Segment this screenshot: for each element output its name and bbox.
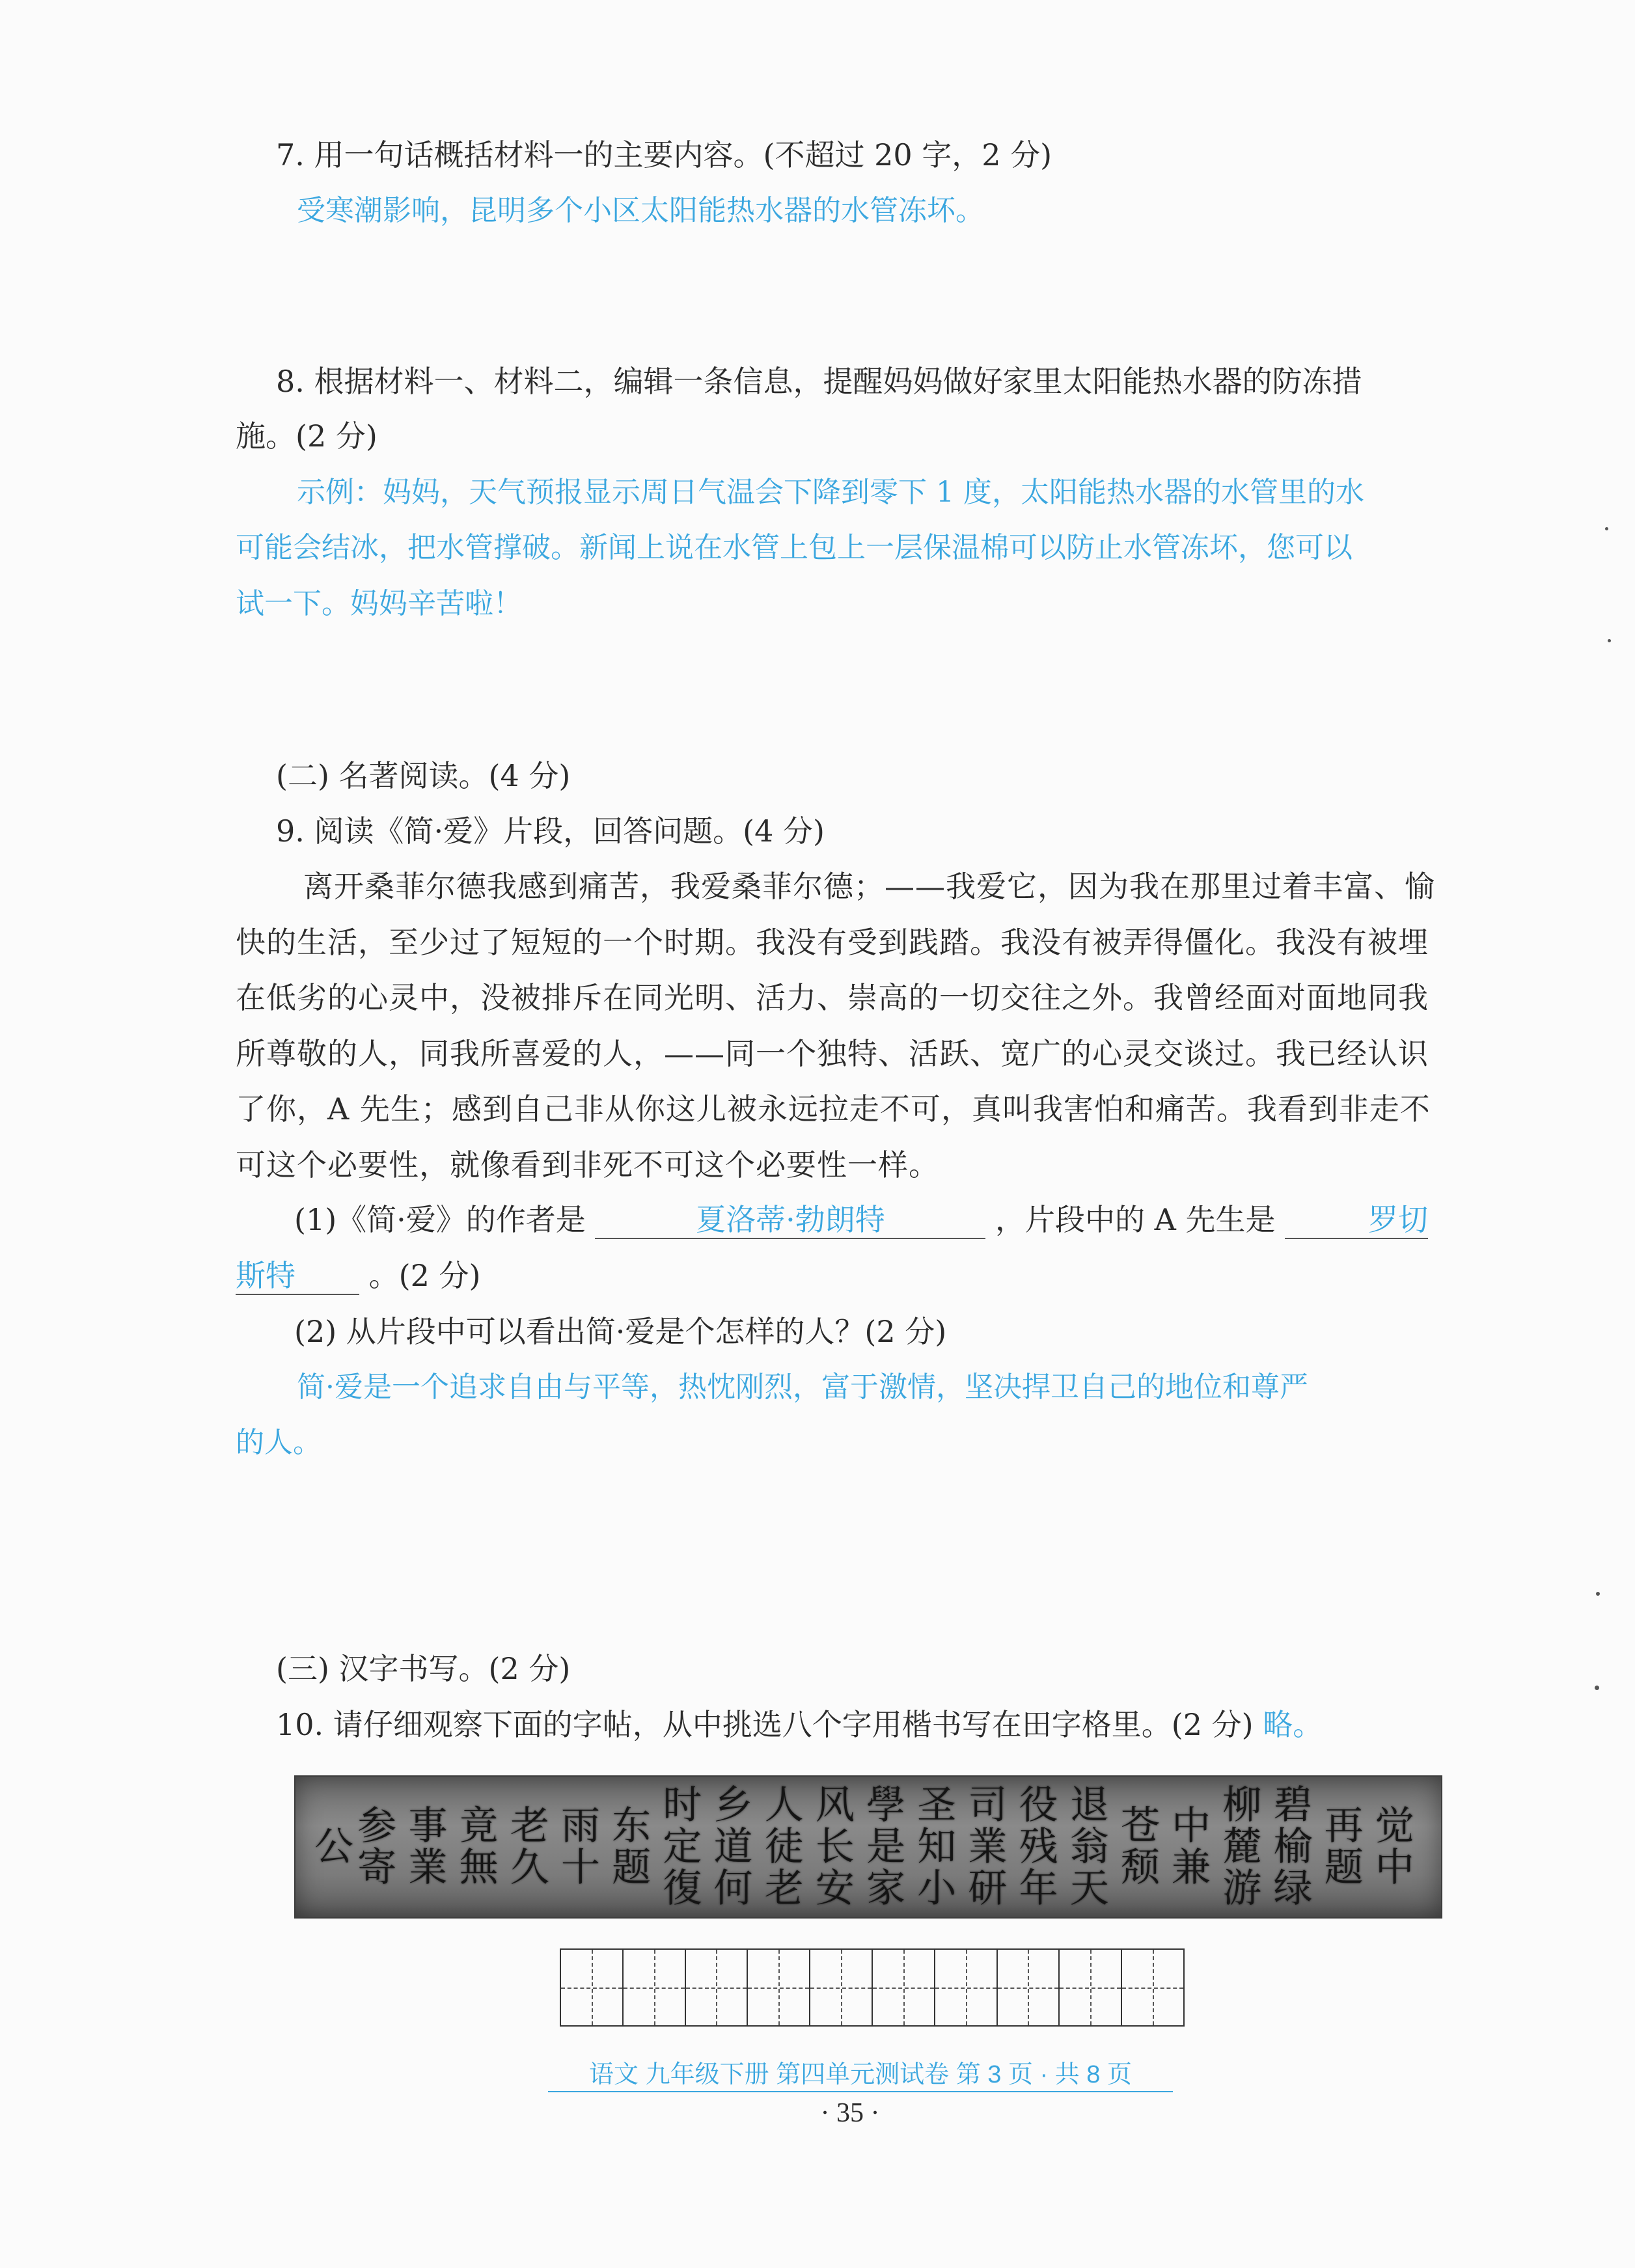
calligraphy-column: 老久 — [510, 1803, 549, 1891]
calligraphy-column: 役残年 — [1019, 1783, 1058, 1911]
q9-sub1-cont — [236, 1256, 480, 1295]
calligraphy-column: 雨十 — [561, 1803, 600, 1891]
q9-sub1 — [294, 1200, 1428, 1239]
tianzige-cell[interactable] — [810, 1950, 873, 2025]
calligraphy-column: 柳麓游 — [1222, 1783, 1262, 1911]
page-number: · 35 · — [820, 2098, 880, 2128]
q9-sub1-middle: ，片段中的 A 先生是 — [995, 1202, 1276, 1237]
calligraphy-column: 时定復 — [663, 1783, 702, 1911]
calligraphy-column: 事業 — [408, 1803, 448, 1891]
calligraphy-column: 司業研 — [968, 1783, 1008, 1911]
q9-sub2-answer-line2: 的人。 — [236, 1426, 322, 1459]
q9-sub1-answer-name-part1: 罗切 — [1285, 1201, 1428, 1239]
q9-sub1-suffix: 。(2 分) — [368, 1258, 481, 1293]
tianzige-cell[interactable] — [935, 1950, 998, 2025]
q9-sub1-answer-author: 夏洛蒂·勃朗特 — [595, 1201, 985, 1239]
passage-line: 离开桑菲尔德我感到痛苦，我爱桑菲尔德；——我爱它，因为我在那里过着丰富、愉 — [303, 869, 1435, 904]
calligraphy-column: 参寄 — [357, 1803, 397, 1891]
q8-question-line1: 8. 根据材料一、材料二，编辑一条信息，提醒妈妈做好家里太阳能热水器的防冻措 — [276, 364, 1362, 399]
q10-line — [276, 1705, 1323, 1744]
section2-heading: (二) 名著阅读。(4 分) — [276, 758, 571, 793]
scan-speck — [1595, 1686, 1599, 1690]
scan-speck — [1605, 527, 1608, 530]
calligraphy-column: 退翁天 — [1069, 1783, 1109, 1911]
tianzige-cell[interactable] — [998, 1950, 1060, 2025]
tianzige-grid — [560, 1948, 1185, 2027]
calligraphy-column: 人徒老 — [764, 1783, 804, 1911]
scan-speck — [1608, 639, 1611, 642]
calligraphy-column: 碧榆绿 — [1273, 1783, 1313, 1911]
q7-answer: 受寒潮影响，昆明多个小区太阳能热水器的水管冻坏。 — [297, 194, 984, 227]
q10-text: 10. 请仔细观察下面的字帖，从中挑选八个字用楷书写在田字格里。(2 分) — [276, 1707, 1254, 1742]
passage-line: 快的生活，至少过了短短的一个时期。我没有受到践踏。我没有被弄得僵化。我没有被埋 — [236, 925, 1429, 960]
calligraphy-column: 竟無 — [459, 1803, 499, 1891]
q9-sub2-question: (2) 从片段中可以看出简·爱是个怎样的人？(2 分) — [294, 1314, 947, 1349]
scan-speck — [1596, 1592, 1600, 1596]
q8-question-line2: 施。(2 分) — [236, 418, 378, 454]
calligraphy-column: 學是家 — [866, 1783, 906, 1911]
calligraphy-column: 苍颓 — [1121, 1803, 1160, 1891]
calligraphy-column: 圣知小 — [917, 1783, 957, 1911]
calligraphy-column: 觉中 — [1375, 1803, 1414, 1891]
tianzige-cell[interactable] — [873, 1950, 935, 2025]
calligraphy-column: 再题 — [1324, 1803, 1364, 1891]
calligraphy-column: 东题 — [612, 1803, 652, 1891]
q8-answer-line1: 示例：妈妈，天气预报显示周日气温会下降到零下 1 度，太阳能热水器的水管里的水 — [297, 476, 1364, 509]
q7-question: 7. 用一句话概括材料一的主要内容。(不超过 20 字，2 分) — [276, 137, 1052, 172]
tianzige-cell[interactable] — [686, 1950, 749, 2025]
q8-answer-line3: 试一下。妈妈辛苦啦！ — [236, 587, 522, 620]
footer-info: 语文 九年级下册 第四单元测试卷 第 3 页 · 共 8 页 — [548, 2058, 1173, 2092]
tianzige-cell[interactable] — [1122, 1950, 1183, 2025]
q9-title: 9. 阅读《简·爱》片段，回答问题。(4 分) — [276, 813, 825, 849]
q8-answer-line2: 可能会结冰，把水管撑破。新闻上说在水管上包上一层保温棉可以防止水管冻坏，您可以 — [236, 531, 1353, 564]
tianzige-cell[interactable] — [748, 1950, 810, 2025]
calligraphy-column: 风长安 — [815, 1783, 855, 1911]
calligraphy-column: 乡道何 — [713, 1783, 753, 1911]
q9-sub2-answer-line1: 简·爱是一个追求自由与平等，热忱刚烈，富于激情，坚决捍卫自己的地位和尊严 — [297, 1371, 1308, 1404]
passage-line: 所尊敬的人，同我所喜爱的人，——同一个独特、活跃、宽广的心灵交谈过。我已经认识 — [236, 1036, 1429, 1071]
tianzige-cell[interactable] — [624, 1950, 686, 2025]
calligraphy-copybook — [294, 1775, 1442, 1919]
q9-sub1-prefix: (1)《简·爱》的作者是 — [294, 1202, 586, 1237]
q9-sub1-answer-name-part2: 斯特 — [236, 1257, 359, 1295]
tianzige-cell[interactable] — [1060, 1950, 1122, 2025]
tianzige-cell[interactable] — [561, 1950, 624, 2025]
passage-line: 在低劣的心灵中，没被排斥在同光明、活力、崇高的一切交往之外。我曾经面对面地同我 — [236, 980, 1429, 1015]
passage-line: 了你，A 先生；感到自己非从你这儿被永远拉走不可，真叫我害怕和痛苦。我看到非走不 — [236, 1091, 1431, 1127]
passage-line: 可这个必要性，就像看到非死不可这个必要性一样。 — [236, 1147, 939, 1182]
calligraphy-column: 公 — [314, 1824, 354, 1870]
calligraphy-column: 中兼 — [1172, 1803, 1211, 1891]
section3-heading: (三) 汉字书写。(2 分) — [276, 1651, 571, 1686]
q10-answer: 略。 — [1263, 1707, 1323, 1742]
